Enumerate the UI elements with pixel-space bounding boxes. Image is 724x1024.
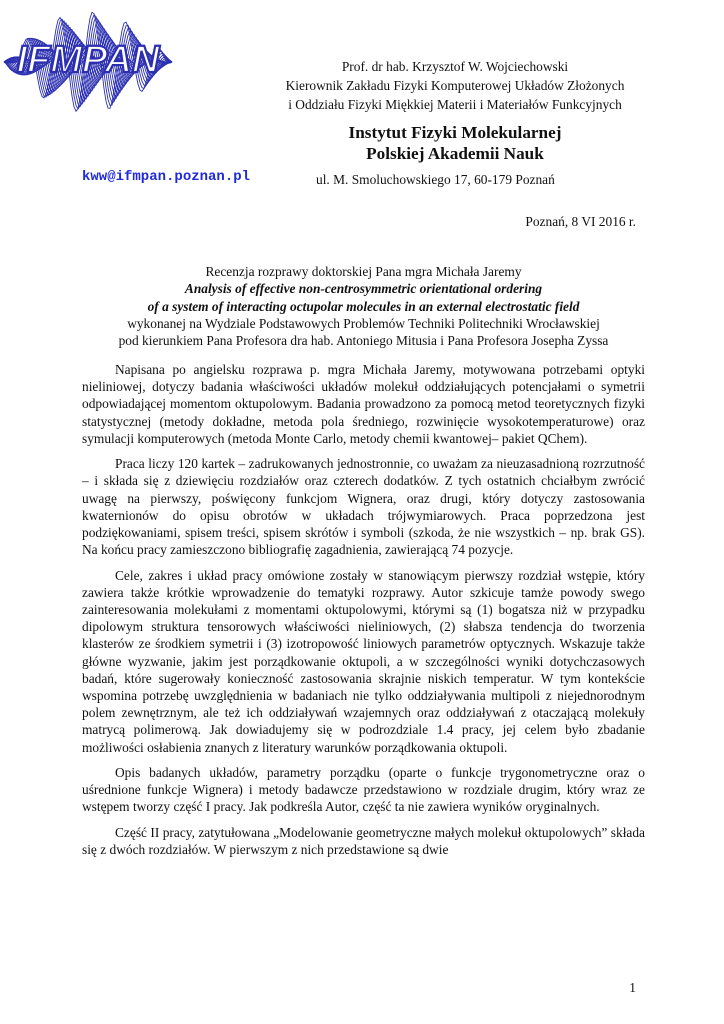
institute-name: Instytut Fizyki Molekularnej [348, 123, 562, 142]
page-number: 1 [629, 980, 636, 995]
email-link[interactable]: kww@ifmpan.poznan.pl [82, 169, 251, 185]
supervisors-line: pod kierunkiem Pana Profesora dra hab. Antoniego Mitusia i Pana Profesora Josepha Zyssa [118, 333, 609, 349]
review-title-block [82, 263, 645, 349]
institute-academy: Polskiej Akademii Nauk [366, 144, 544, 163]
paragraph-2: Praca liczy 120 kartek – zadrukowanych jednostronnie, co uważam za nieuzasadnioną rozrzutność – i składa się z dziewięciu rozdziałów oraz czterech dodatków. Z tych ostatnich chciałbym zwrócić uwagę na pierwszy, poświęcony funkcjom Wignera, oraz drugi, który dotyczy zastosowania kwaternionów do opisu obrotów w układach trójwymiarowych. Praca poprzedzona jest podziękowaniami, spisem treści, spisem skrótów i symboli (szkoda, że nie wszystkich – np. brak GS). Na końcu pracy zamieszczono bibliografię zagadnienia, zawierającą 74 pozycje. [82, 456, 645, 558]
review-title-line: Recenzja rozprawy doktorskiej Pana mgra Michała Jaremy [205, 264, 522, 279]
institute-address: ul. M. Smoluchowskiego 17, 60-179 Poznań [316, 172, 555, 187]
paragraph-1: Napisana po angielsku rozprawa p. mgra Michała Jaremy, motywowana potrzebami optyki nieliniowej, dotyczy badania właściwości układów molekuł oddziałujących potencjałami o symetrii odpowiadającej momentom oktupolowym. Badania prowadzono za pomocą metod teoretycznych fizyki statystycznej (metody dokładne, metoda pola średniego, rozwinięcie wysokotemperaturowe) oraz symulacji komputerowych (metoda Monte Carlo, metody chemii kwantowej– pakiet QChem). [82, 362, 645, 446]
header-position-line: Kierownik Zakładu Fizyki Komputerowej Układów Złożonych [285, 78, 625, 93]
header-department-line: i Oddziału Fizyki Miękkiej Materii i Materiałów Funkcyjnych [288, 97, 622, 112]
header-name-line: Prof. dr hab. Krzysztof W. Wojciechowski [341, 59, 569, 74]
review-body [82, 361, 645, 866]
logo-lettering: IFMPAN [16, 39, 160, 81]
thesis-title-line-1: Analysis of effective non-centrosymmetric orientational ordering [184, 281, 543, 297]
thesis-title-line-2: of a system of interacting octupolar molecules in an external electrostatic field [147, 298, 580, 314]
paragraph-4: Opis badanych układów, parametry porządku (oparte o funkcje trygonometryczne oraz o uśrednione funkcje Wignera) i metody badawcze przedstawiono w rozdziale drugim, który wraz ze wstępem tworzy część I pracy. Jak podkreśla Autor, część ta nie zawiera wyników oryginalnych. [82, 765, 645, 815]
paragraph-5: Część II pracy, zatytułowana „Modelowanie geometryczne małych molekuł oktupolowych” składa się z dwóch rozdziałów. W pierwszym z nich przedstawione są dwie [82, 824, 645, 858]
paragraph-3: Cele, zakres i układ pracy omówione zostały w stanowiącym pierwszy rozdział wstępie, który zawiera także krótkie wprowadzenie do tematyki rozprawy. Autor szkicuje tamże powody swego zainteresowania molekułami z momentami oktupolowymi, którymi są (1) bogatsza niż w przypadku dipolowym struktura tensorowych właściwości nieliniowych, (2) słabsza tendencja do tworzenia klasterów ze środkiem symetrii i (3) izotropowość liniowych parametrów optycznych. Wskazuje także główne wyzwanie, jakim jest porządkowanie oktupoli, a w szczególności wyniki dotychczasowych badań, które sugerowały konieczność zastosowania skrajnie niskich temperatur. W tym kontekście wspomina potrzebę uwzględnienia w badaniach nie tylko oddziaływania multipoli z niejednorodnym polem zewnętrznym, ale też ich oddziaływań wzajemnych oraz oddziaływań z otaczającą molekuły matrycą polimerową. Jak dowiadujemy się w podrozdziale 1.4 pracy, jej celem było zbadanie możliwości osłabienia znanych z literatury warunków porządkowania oktupoli. [82, 567, 645, 755]
faculty-line: wykonanej na Wydziale Podstawowych Problemów Techniki Politechniki Wrocławskiej [127, 315, 600, 331]
ifmpan-logo [0, 0, 176, 124]
letter-date: Poznań, 8 VI 2016 r. [525, 214, 636, 229]
